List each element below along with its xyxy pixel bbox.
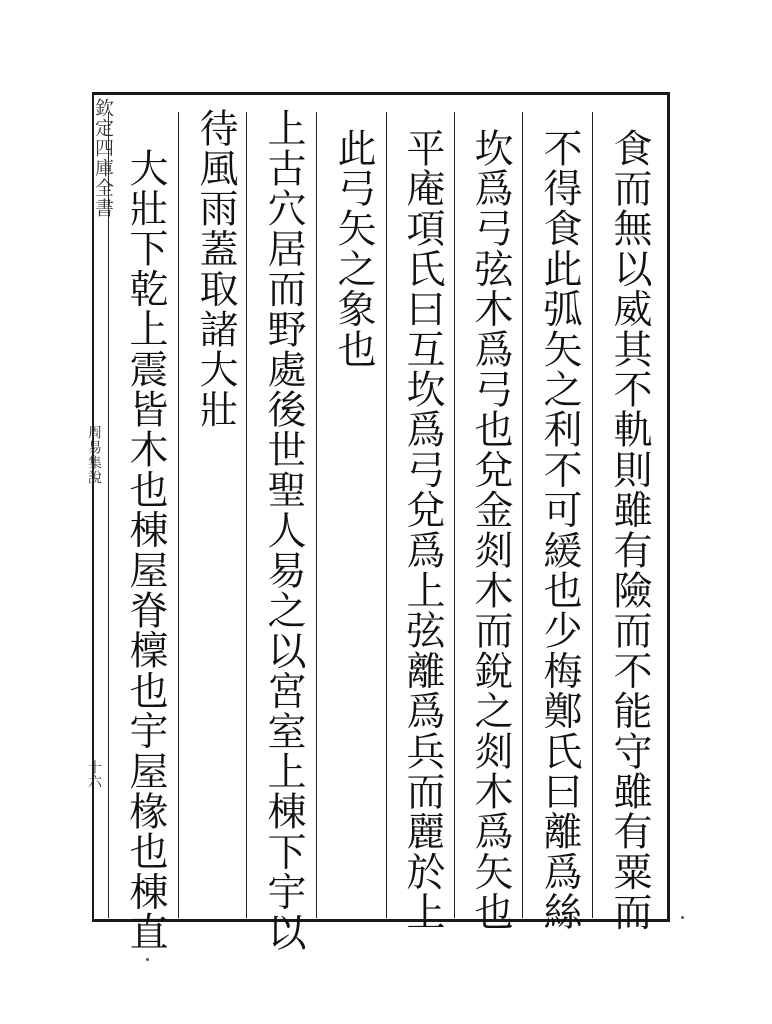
column-rule: [108, 112, 109, 918]
text-column: 上古穴居而野處後世聖人易之以宮室上棟下宇以: [261, 108, 306, 953]
page-number: 十六: [86, 760, 102, 788]
text-column: 不得食此弧矢之利不可緩也少梅鄭氏曰離爲絲: [537, 128, 582, 932]
text-column: 坎爲弓弦木爲弓也兌金剡木而銳之剡木爲矢也: [468, 128, 513, 932]
column-rule: [316, 112, 317, 918]
text-column: 此弓矢之象也: [331, 128, 376, 370]
column-rule: [246, 112, 247, 918]
column-rule: [522, 112, 523, 918]
ink-speck: [681, 916, 684, 919]
column-rule: [178, 112, 179, 918]
text-column: 待風雨蓋取諸大壯: [193, 108, 238, 430]
text-column: 大壯下乾上震皆木也棟屋脊檁也宇屋椽也棟直: [123, 148, 168, 952]
chapter-title: 周易集說: [86, 425, 102, 485]
ink-speck: [146, 958, 149, 961]
column-rule: [454, 112, 455, 918]
text-column: 平庵項氏曰互坎爲弓兌爲上弦離爲兵而麗於上: [400, 128, 445, 932]
column-rule: [592, 112, 593, 918]
column-rule: [386, 112, 387, 918]
book-title: 欽定四庫全書: [92, 98, 114, 218]
text-column: 食而無以威其不軌則雖有險而不能守雖有粟而: [607, 128, 652, 932]
